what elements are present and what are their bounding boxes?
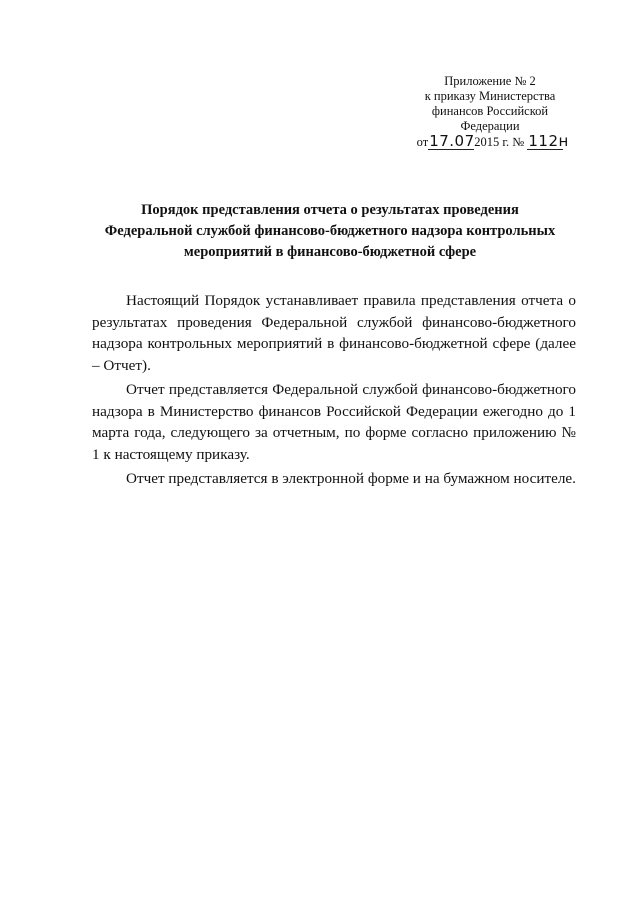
- appendix-order-ref: к приказу Министерства: [424, 89, 556, 103]
- document-body: [92, 290, 576, 493]
- paragraph-1: Настоящий Порядок устанавливает правила представления отчета о результатах проведения Федеральной службой финансово-бюджетного надзора контрольных мероприятий в финансово-бюджетной сфере (далее – Отчет).: [92, 292, 576, 374]
- title-line-1: Порядок представления отчета о результатах проведения: [141, 202, 519, 218]
- appendix-header: [400, 74, 580, 150]
- appendix-ministry: финансов Российской: [431, 104, 549, 118]
- handwritten-date: 17.07: [429, 132, 475, 150]
- document-title: [90, 200, 570, 263]
- handwritten-order-number: 112н: [528, 132, 569, 150]
- title-line-2: Федеральной службой финансово-бюджетного надзора контрольных: [104, 223, 556, 239]
- paragraph-3: Отчет представляется в электронной форме и на бумажном носителе.: [126, 470, 576, 487]
- date-prefix: от: [416, 135, 429, 149]
- paragraph-2: Отчет представляется Федеральной службой финансово-бюджетного надзора в Министерство финансов Российской Федерации ежегодно до 1 марта года, следующего за отчетным, по форме согласно приложению № 1 к настоящему приказу.: [92, 381, 576, 463]
- appendix-federation: Федерации: [460, 119, 520, 133]
- title-line-3: мероприятий в финансово-бюджетной сфере: [183, 244, 477, 260]
- appendix-date-line: [400, 134, 580, 150]
- date-suffix: 2015 г. №: [474, 135, 525, 149]
- appendix-number: Приложение № 2: [444, 74, 536, 88]
